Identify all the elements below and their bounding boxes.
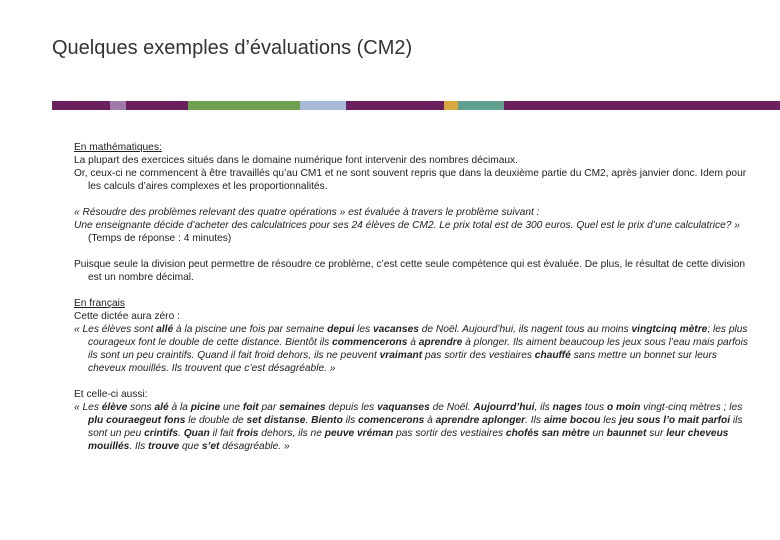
error-word: alé — [154, 402, 169, 413]
dictation-text: à la piscine une fois par semaine — [173, 324, 328, 335]
error-word: nages — [552, 402, 583, 413]
dictation-text: les — [600, 415, 620, 426]
color-band-segment — [504, 101, 780, 110]
error-word: commencerons — [332, 337, 408, 348]
dictation-text: par — [258, 402, 280, 413]
dictation-text: de Noël. — [429, 402, 474, 413]
dictation-text: « Les élèves sont — [74, 324, 157, 335]
error-word: élève — [101, 402, 128, 413]
dictation-text: tous — [582, 402, 607, 413]
error-word: plu couraegeut fons — [88, 415, 186, 426]
dictation-text: « Les — [74, 402, 102, 413]
color-band-segment — [110, 101, 126, 110]
color-band-segment — [444, 101, 458, 110]
error-word: Biento — [311, 415, 343, 426]
color-band — [52, 101, 780, 110]
error-word: depui — [327, 324, 355, 335]
slide-title: Quelques exemples d’évaluations (CM2) — [52, 37, 413, 59]
error-word: aprendre aplonger — [435, 415, 526, 426]
error-word: aprendre — [418, 337, 463, 348]
dictation-text: à — [407, 337, 419, 348]
dictation-text: pas sortir des vestiaires — [393, 428, 506, 439]
dictation-text: un — [589, 428, 607, 439]
color-band-segment — [126, 101, 188, 110]
color-band-segment — [300, 101, 346, 110]
error-word: chofés san mètre — [505, 428, 590, 439]
error-word: comencerons — [358, 415, 425, 426]
dictation-text: , ils — [534, 402, 553, 413]
dictation-1 — [74, 323, 754, 375]
error-word: Aujourrd’hui — [473, 402, 535, 413]
dictation-text: une — [220, 402, 243, 413]
error-word: s’et — [201, 441, 220, 452]
error-word: peuve vréman — [324, 428, 394, 439]
dictation-text: à plonger. Ils aiment beaucoup les jeux sous l’eau mais parfois ils sont un peu craintifs. Quand il fait froid dehors, ils ne peuvent — [88, 337, 748, 361]
dictation-text: le double de — [185, 415, 247, 426]
color-band-segment — [346, 101, 444, 110]
dictation-text: . — [305, 415, 312, 426]
error-word: o moin — [606, 402, 641, 413]
color-band-segment — [458, 101, 504, 110]
french-heading: En français — [74, 298, 125, 309]
dictation-text: vingt-cinq mètres ; les — [640, 402, 743, 413]
dictation-text: . Ils — [525, 415, 544, 426]
error-word: picine — [190, 402, 221, 413]
math-problem-time: (Temps de réponse : 4 minutes) — [88, 233, 232, 244]
dictation-text: désagréable. » — [219, 441, 290, 452]
dictation-text: à la — [168, 402, 191, 413]
error-word: vingtcinq mètre — [631, 324, 708, 335]
dictation-text: il fait — [209, 428, 237, 439]
dictation-text: ; les plus courageux font le double de cette distance. Bientôt ils — [88, 324, 748, 348]
error-word: vacanses — [373, 324, 419, 335]
error-word: semaines — [279, 402, 326, 413]
error-word: chauffé — [534, 350, 571, 361]
dictation-text: de Noël. Aujourd’hui, ils nagent tous au moins — [418, 324, 632, 335]
math-line-2: Or, ceux-ci ne commencent à être travaillés qu’au CM1 et ne sont souvent repris que dans la deuxième partie du CM2, après janvier donc. Idem pour les calculs d’aires complexes et les proportionnalités. — [74, 168, 747, 192]
color-band-segment — [52, 101, 110, 110]
error-word: trouve — [148, 441, 180, 452]
dictation-text: ils — [342, 415, 359, 426]
error-word: foit — [242, 402, 259, 413]
dictation-text: sur — [646, 428, 667, 439]
error-word: baunnet — [606, 428, 647, 439]
dictation-text: sans mettre un bonnet sur leurs cheveux mouillés. Ils trouvent que c’est désagréable. » — [88, 350, 717, 374]
error-word: set distanse — [246, 415, 306, 426]
french-intro: Cette dictée aura zéro : — [74, 311, 180, 322]
dictation-text: . — [178, 428, 184, 439]
error-word: allé — [156, 324, 174, 335]
dictation-text: ils sont un peu — [88, 415, 743, 439]
dictation-text: sons — [127, 402, 155, 413]
math-problem-text: Une enseignante décide d’acheter des calculatrices pour ses 24 élèves de CM2. Le prix total est de 300 euros. Quel est le prix d’une calculatrice? » — [74, 220, 740, 231]
dictation-text: . Ils — [129, 441, 149, 452]
dictation-text: depuis les — [325, 402, 378, 413]
math-heading: En mathématiques: — [74, 142, 162, 153]
error-word: jeu sous l’o mait parfoi — [619, 415, 731, 426]
math-problem-intro: « Résoudre des problèmes relevant des quatre opérations » est évaluée à travers le problème suivant : — [74, 207, 540, 218]
french-intro-2: Et celle-ci aussi: — [74, 389, 148, 400]
dictation-text: pas sortir des vestiaires — [422, 350, 535, 361]
error-word: frois — [236, 428, 259, 439]
error-word: aime bocou — [543, 415, 601, 426]
dictation-text: à — [424, 415, 436, 426]
slide-body — [74, 141, 754, 453]
math-conclusion: Puisque seule la division peut permettre de résoudre ce problème, c’est cette seule compétence qui est évaluée. De plus, le résultat de cette division est un nombre décimal. — [74, 259, 746, 283]
error-word: vaquanses — [377, 402, 430, 413]
dictation-text: dehors, ils ne — [258, 428, 325, 439]
math-problem — [74, 219, 754, 245]
dictation-text: les — [354, 324, 374, 335]
math-line-1: La plupart des exercices situés dans le domaine numérique font intervenir des nombres décimaux. — [74, 155, 518, 166]
error-word: leur cheveus mouillés — [88, 428, 729, 452]
error-word: Quan — [183, 428, 210, 439]
color-band-segment — [188, 101, 300, 110]
dictation-text: que — [179, 441, 202, 452]
error-word: crintifs — [144, 428, 179, 439]
dictation-2 — [74, 401, 754, 453]
error-word: vraimant — [379, 350, 423, 361]
